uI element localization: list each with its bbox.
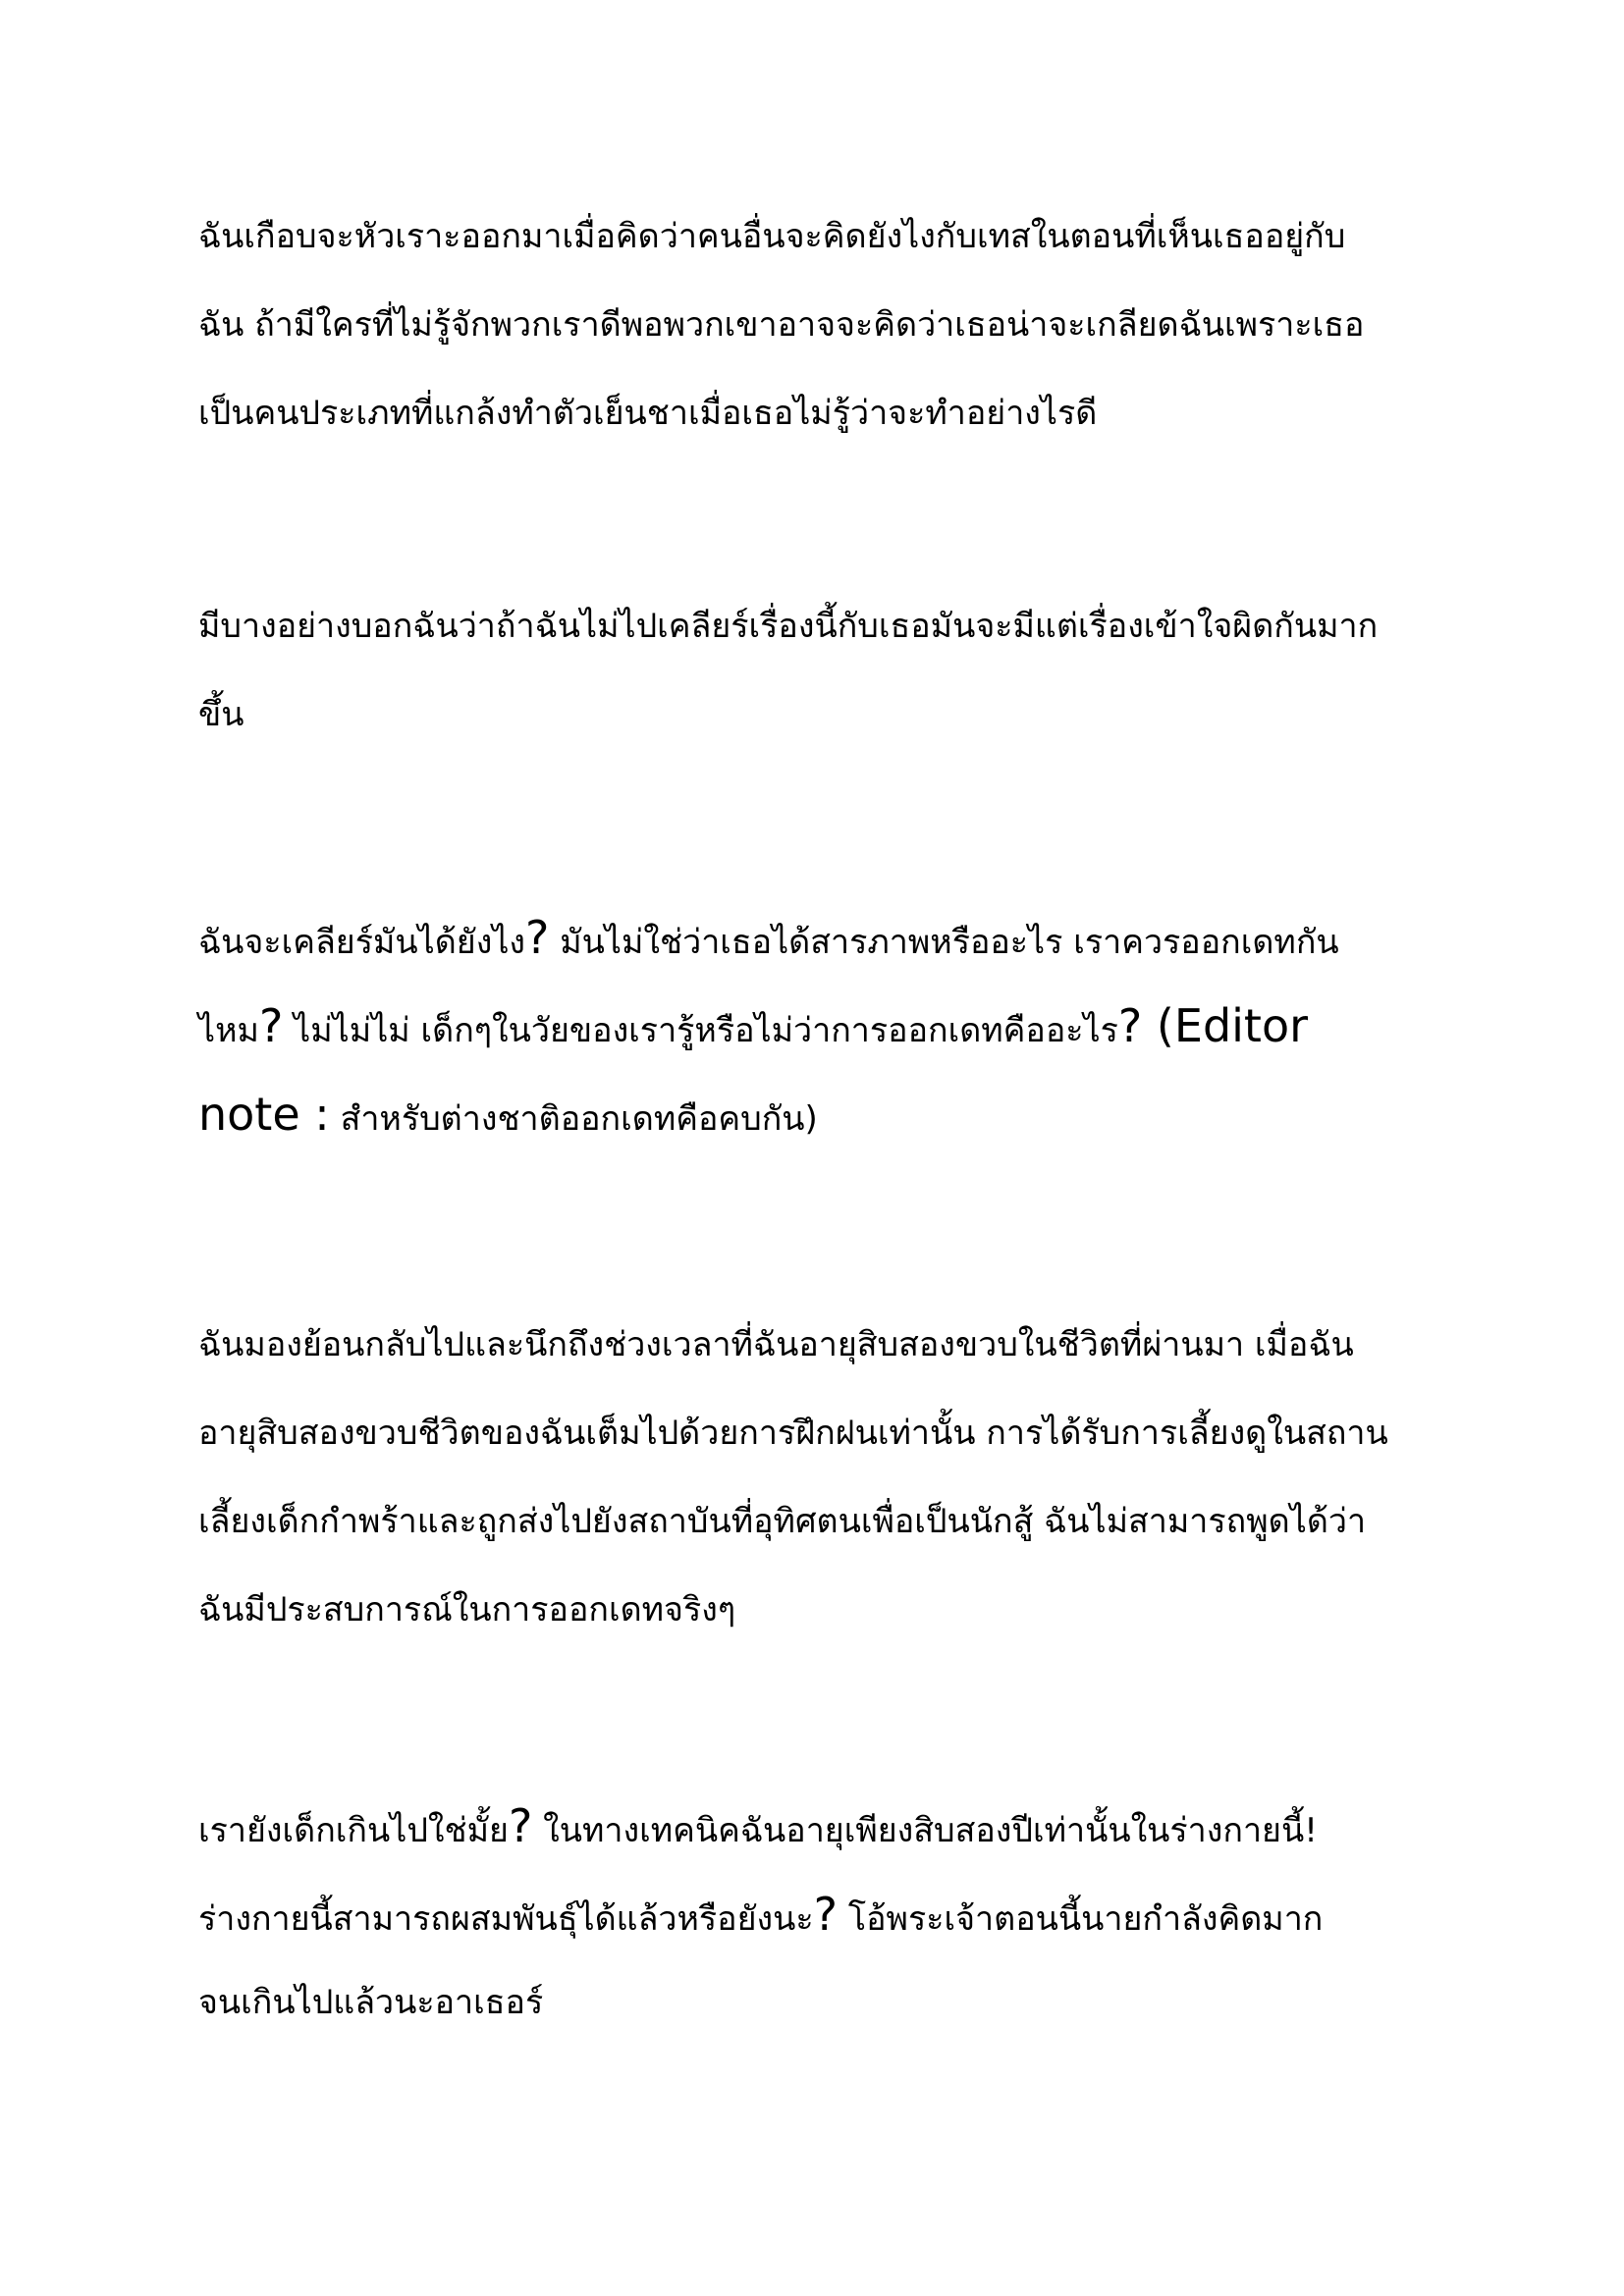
paragraph-3-line-1	[198, 893, 1455, 982]
question-mark: ?	[525, 911, 550, 964]
paragraph-5-line-1-text-a: เรายังเด็กเกินไปใช่มั้ย	[198, 1811, 509, 1850]
paragraph-2-line-2: ขึ้น	[198, 695, 244, 734]
paragraph-5-line-2-text-b: โอ้พระเจ้าตอนนี้นายกำลังคิดมาก	[838, 1899, 1324, 1939]
question-mark: ?	[1117, 999, 1143, 1052]
paragraph-5-line-1	[198, 1782, 1455, 1870]
paragraph-3-line-2	[198, 982, 1455, 1070]
paragraph-4-line-2: อายุสิบสองขวบชีวิตของฉันเต็มไปด้วยการฝึกฝนเท่านั้น การได้รับการเลี้ยงดูในสถาน	[198, 1414, 1388, 1453]
paragraph-5	[198, 1782, 1455, 2047]
paragraph-5-line-2-text-a: ร่างกายนี้สามารถผสมพันธุ์ได้แล้วหรือยังนะ	[198, 1899, 814, 1939]
paragraph-5-line-3: จนเกินไปแล้วนะอาเธอร์	[198, 1983, 544, 2022]
paragraph-1-line-1: ฉันเกือบจะหัวเราะออกมาเมื่อคิดว่าคนอื่นจะคิดยังไงกับเทสในตอนที่เห็นเธออยู่กับ	[198, 217, 1346, 256]
question-mark: ?	[813, 1888, 839, 1941]
paragraph-3-line-1-text-a: ฉันจะเคลียร์มันได้ยังไง	[198, 923, 526, 962]
paragraph-2-line-1: มีบางอย่างบอกฉันว่าถ้าฉันไม่ไปเคลียร์เรื่องนี้กับเธอมันจะมีแต่เรื่องเข้าใจผิดกันมาก	[198, 607, 1379, 646]
paragraph-5-line-1-text-b: ในทางเทคนิคฉันอายุเพียงสิบสองปีเท่านั้นในร่างกายนี้!	[532, 1811, 1318, 1850]
question-mark: ?	[258, 999, 284, 1052]
paragraph-1-line-3: เป็นคนประเภทที่แกล้งทำตัวเย็นชาเมื่อเธอไม่รู้ว่าจะทำอย่างไรดี	[198, 394, 1098, 433]
paragraph-5-line-2	[198, 1870, 1455, 1958]
paragraph-3	[198, 893, 1455, 1158]
paragraph-4-line-4: ฉันมีประสบการณ์ในการออกเดทจริงๆ	[198, 1590, 736, 1629]
paragraph-4	[198, 1301, 1455, 1654]
paragraph-3-line-1-text-b: มันไม่ใช่ว่าเธอได้สารภาพหรืออะไร เราควรออกเดทกัน	[549, 923, 1339, 962]
paragraph-1-line-2: ฉัน ถ้ามีใครที่ไม่รู้จักพวกเราดีพอพวกเขาอาจจะคิดว่าเธอน่าจะเกลียดฉันเพราะเธอ	[198, 305, 1365, 345]
paragraph-2	[198, 582, 1455, 759]
question-mark: ?	[508, 1799, 533, 1852]
paragraph-1	[198, 192, 1455, 457]
paragraph-3-line-2-text-a: ไหม	[198, 1011, 259, 1050]
editor-note-opening: (Editor	[1142, 999, 1309, 1052]
editor-note-label: note :	[198, 1088, 330, 1141]
paragraph-3-line-2-text-b: ไม่ไม่ไม่ เด็กๆในวัยของเรารู้หรือไม่ว่าการออกเดทคืออะไร	[283, 1011, 1118, 1050]
paragraph-3-line-3	[198, 1070, 1455, 1158]
paragraph-4-line-3: เลี้ยงเด็กกำพร้าและถูกส่งไปยังสถาบันที่อุทิศตนเพื่อเป็นนักสู้ ฉันไม่สามารถพูดได้ว่า	[198, 1502, 1367, 1541]
editor-note-text: สำหรับต่างชาติออกเดทคือคบกัน)	[329, 1099, 818, 1139]
paragraph-4-line-1: ฉันมองย้อนกลับไปและนึกถึงช่วงเวลาที่ฉันอายุสิบสองขวบในชีวิตที่ผ่านมา เมื่อฉัน	[198, 1325, 1354, 1364]
